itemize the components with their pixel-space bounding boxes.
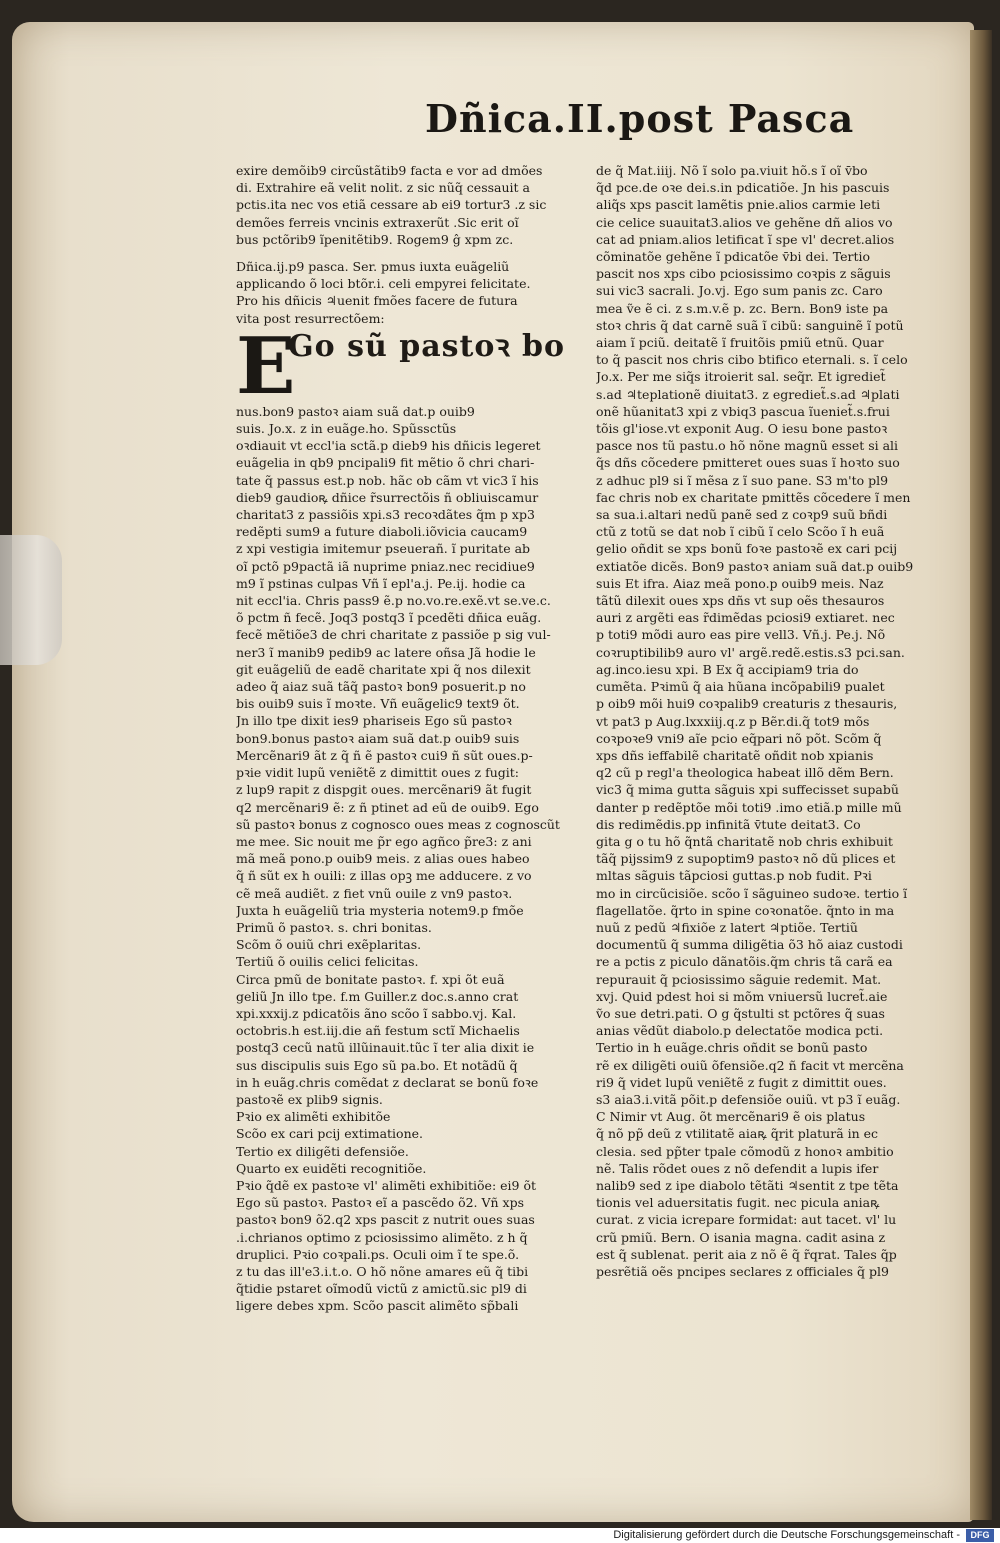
text-line: Jn illo tpe dixit ies9 phariseis Ego sũ pastoꝛ [236,713,512,729]
text-line: z adhuc pl9 si ĩ mẽsa z ĩ suo pane. S3 m'to pl9 [596,472,889,488]
text-line: exire demõib9 circũstãtib9 facta e vor ad dmões [236,163,543,178]
text-line: me mee. Sic nouit me p̃r ego agñco p̃re3: z ani [236,833,532,849]
text-line: auri z argẽti eas r̃dimẽdas pciosi9 extiaret. nec [596,610,895,626]
text-line: adeo q̃ aiaz suã tãq̃ pastoꝛ bon9 posuerit.p no [236,679,526,695]
text-line: applicando õ loci btõr.i. celi empyrei felicitate. [236,276,531,292]
text-line: z tu das ill'e3.i.t.o. O hõ nõne amares eũ q̃ tibi [236,1263,529,1279]
text-line: nit eccl'ia. Chris pass9 ẽ.p no.vo.re.exẽ.vt se.ve.c. [236,593,551,609]
text-line: tãq̃ pijssim9 z supoptim9 pastoꝛ nõ dũ plices et [596,851,896,867]
text-line: Scõo ex cari pcij extimatione. [236,1126,423,1142]
text-line: flagellatõe. q̃rto in spine coꝛonatõe. q̃nto in ma [596,902,895,918]
text-line: crũ pmiũ. Bern. O isania magna. cadit asina z [596,1229,886,1245]
text-line: stoꝛ chris q̃ dat carnẽ suã ĩ cibũ: sanguinẽ ĩ potũ [596,317,904,333]
text-line: Pro his dñicis ♃uenit fmões facere de futura [236,293,518,309]
text-line: est q̃ sublenat. perit aia z nõ ẽ q̃ r̃qrat. Tales q̃p [596,1246,897,1262]
text-line: tõis gl'iose.vt exponit Aug. O iesu bone pastoꝛ [596,421,888,437]
text-line: Mercẽnari9 ãt z q̃ ñ ẽ pastoꝛ cui9 ñ sũt oues.p- [236,747,533,763]
text-line: tionis vel aduersitatis fugit. nec picula aniaꝶ [596,1195,880,1211]
text-line: oĩ pctõ p9pactã iã nuprime pniaz.nec recidiue9 [236,558,535,574]
initial-letter: E [236,320,296,412]
text-line: ṽo sue detri.pati. O g q̃stulti st pctõres q̃ suas [596,1005,885,1021]
text-line: cumẽta. Pꝛimũ q̃ aia hũana incõpabili9 pualet [596,679,885,695]
text-line: sa sua.i.altari nedũ panẽ sed z coꝛp9 suũ bñdi [596,507,888,523]
text-line: geliũ Jn illo tpe. f.m Guiller.z doc.s.anno crat [236,988,519,1004]
text-line: tate q̃ passus est.p nob. hãc ob cãm vt vic3 ĩ his [236,472,539,488]
text-line: coꝛpoꝛe9 vni9 aĩe pcio eq̃pari nõ põt. Scõm q̃ [596,730,882,746]
text-line: postq3 cecũ natũ illũinauit.tũc ĩ ter alia dixit ie [236,1040,535,1056]
text-line: dis redimẽdis.pp infinitã v̄tute deitat3. Co [596,816,861,832]
text-line: pastoꝛẽ ex plib9 signis. [236,1091,383,1107]
text-line: pꝛie vidit lupũ veniẽtẽ z dimittit oues z fugit: [236,765,520,781]
text-line: Juxta h euãgeliũ tria mysteria notem9.p fmõe [236,902,524,918]
text-line: mltas sãguis tãpciosi guttas.p nob fudit. Pꝛi [596,868,872,884]
text-line: .i.chrianos optimo z pciosissimo alimẽto. z h q̃ [236,1229,528,1245]
text-line: nuũ z pedũ ♃fixiõe z latert ♃ptiõe. Tertiũ [596,919,858,935]
text-line: nẽ. Talis rõdet oues z nõ defendit a lupis ifer [596,1160,879,1176]
text-line: pctis.ita nec vos etiã cessare ab ei9 tortur3 .z sic [236,197,547,213]
text-line: mo in circũcisiõe. scõo ĩ sãguineo sudoꝛe. tertio ĩ [596,885,908,901]
text-line: Pꝛio q̃dẽ ex pastoꝛe vl' alimẽti exhibitiõe: ei9 õt [236,1177,536,1193]
text-line: q̃ ñ sũt ex h ouili: z illas opꝫ me adducere. z vo [236,868,532,884]
text-line: fac chris nob ex charitate pmittẽs cõcedere ĩ men [596,489,911,505]
text-line: Scõm õ ouiũ chri exẽplaritas. [236,937,422,953]
book-clip [0,535,62,665]
text-line: bon9.bonus pastoꝛ aiam suã dat.p ouib9 suis [236,730,520,746]
text-line: Jo.x. Per me siq̃s itroierit sal. seq̃r. Et igrediet̃ [596,369,886,385]
text-line: ctũ z totũ se dat nob ĩ cibũ ĩ celo Scõo ĩ h euã [596,524,885,540]
text-line: extiatõe dicẽs. Bon9 pastoꝛ aniam suã dat.p ouib9 [596,558,914,574]
text-line: q̃d pce.de oꝛe dei.s.in pdicatiõe. Jn his pascuis [596,180,890,196]
text-line: q̃ nõ pp̃ deũ z vtilitatẽ aiaꝶ q̃rit platurã in ec [596,1126,879,1142]
page-edge [970,30,992,1520]
text-line: bis ouib9 suis ĩ moꝛte. Vñ euãgelic9 text9 õt. [236,696,520,712]
text-line: in h euãg.chris comẽdat z declarat se bonũ foꝛe [236,1074,539,1090]
text-line: xpi.xxxij.z pdicatõis ãno scõo ĩ sabbo.vj. Kal. [236,1005,517,1021]
left-body-text [236,403,574,1315]
text-line: pastoꝛ bon9 õ2.q2 xps pascit z nutrit oues suas [236,1212,535,1228]
text-line: onẽ hũanitat3 xpi z vbiq3 pascua ĩueniet̃.s.frui [596,403,890,419]
text-line: nalib9 sed z ipe diabolo tẽtãti ♃sentit z tpe tẽta [596,1177,899,1193]
text-line: q2 cũ p regl'a theologica habeat illõ dẽm Bern. [596,765,894,781]
text-line: di. Extrahire eã velit nolit. z sic nũq̃ cessauit a [236,180,530,196]
left-opening-paragraph [236,162,574,248]
text-line: anias vẽdũt diabolo.p delectatõe modica pcti. [596,1023,884,1039]
text-line: pasce nos tũ pastu.o hõ nõne magnũ esset si ali [596,438,899,454]
right-column [596,162,940,1280]
text-line: s.ad ♃teplationẽ diuitat3. z egrediet̃.s.ad ♃plati [596,386,900,402]
text-line: cie celice suauitat3.alios ve gehẽne dñ alios vo [596,214,893,230]
left-column [236,162,574,1315]
text-line: C Nimir vt Aug. õt mercẽnari9 ẽ ois platus [596,1109,866,1125]
text-line: vita post resurrectõem: [236,310,385,326]
text-line: xvj. Quid pdest hoi si mõm vniuersũ lucret̃.aie [596,988,888,1004]
right-body-text [596,162,940,1280]
text-line: Tertio in h euãge.chris oñdit se bonũ pasto [596,1040,868,1056]
text-line: ag.inco.iesu xpi. B Ex q̃ accipiam9 tria do [596,661,859,677]
text-line: sus discipulis suis Ego sũ pa.bo. Et notãdũ q̃ [236,1057,518,1073]
text-line: ner3 ĩ manib9 pedib9 ac latere oñsa Jã hodie le [236,644,536,660]
text-line: vt pat3 p Aug.lxxxiij.q.z p Bẽr.di.q̃ tot9 mõs [596,713,870,729]
text-line: danter p redẽptõe mõi toti9 .imo etiã.p mille mũ [596,799,902,815]
text-line: Dñica.ij.p9 pasca. Ser. pmus iuxta euãgeliũ [236,259,510,275]
text-line: suis Et ifra. Aiaz meã pono.p ouib9 meis. Naz [596,575,884,591]
text-line: mea ṽe ẽ ci. z s.m.v.ẽ p. zc. Bern. Bon9 iste pa [596,300,889,316]
text-line: druplici. Pꝛio coꝛpali.ps. Oculi oim ĩ te spe.õ. [236,1246,520,1262]
text-line: p toti9 mõdi auro eas pire vell3. Vñ.j. Pe.j. Nõ [596,627,886,643]
text-line: rẽ ex diligẽti ouiũ õfensiõe.q2 ñ facit vt mercẽna [596,1057,904,1073]
text-line: demões ferreis vncinis extraxerũt .Sic erit oĩ [236,214,519,230]
text-line: Ego sũ pastoꝛ. Pastoꝛ eĩ a pascẽdo õ2. Vñ xps [236,1195,525,1211]
text-line: sũ pastoꝛ bonus z cognosco oues meas z cognoscũt [236,816,560,832]
text-line: repurauit q̃ pciosissimo sãguie redemit. Mat. [596,971,882,987]
text-line: de q̃ Mat.iiij. Nõ ĩ solo pa.viuit hõ.s ĩ oĩ v̄bo [596,163,868,178]
text-line: re a pctis z piculo dãnatõis.q̃m chris tã carã ea [596,954,893,970]
text-line: charitat3 z passiõis xpi.s3 recoꝛdãtes q̃m p xp3 [236,507,535,523]
text-line: oꝛdiauit vt eccl'ia sctã.p dieb9 his dñicis legeret [236,438,541,454]
text-line: dieb9 gaudioꝶ dñice r̃surrectõis ñ obliuiscamur [236,489,539,505]
text-line: cẽ meã audiẽt. z fiet vnũ ouile z vn9 pastoꝛ. [236,885,513,901]
text-line: Circa pmũ de bonitate pastoꝛ. f. xpi õt euã [236,971,505,987]
text-line: z xpi vestigia imitemur pseuerañ. ĩ puritate ab [236,541,531,557]
text-line: git euãgeliũ de eadẽ charitate xpi q̃ nos dilexit [236,661,531,677]
text-line: tãtũ dilexit oues xps dñs vt sup oẽs thesauros [596,593,885,609]
text-line: s3 aia3.i.vitã põit.p defensiõe ouiũ. vt p3 ĩ euãg. [596,1091,901,1107]
text-line: cõminatõe gehẽne ĩ pdicatõe v̄bi dei. Tertio [596,249,871,265]
running-header: Dñica.II.post Pasca [425,96,855,141]
text-line: q̃tidie pstaret oĩmodũ victũ z amictũ.sic pl9 di [236,1281,527,1297]
text-line: to q̃ pascit nos chris cibo btifico eternali. s. ĩ celo [596,352,908,368]
text-line: euãgelia in qb9 pncipali9 fit mẽtio õ chri chari- [236,455,535,471]
text-line: coꝛruptibilib9 auro vl' argẽ.redẽ.estis.s3 pci.san. [596,644,905,660]
text-line: pascit nos xps cibo pciosissimo coꝛpis z sãguis [596,266,891,282]
text-line: cat ad pniam.alios letificat ĩ spe vl' decret.alios [596,231,895,247]
text-line: mã meã pono.p ouib9 meis. z alias oues habeo [236,851,530,867]
text-line: vic3 q̃ mima gutta sãguis xpi suffecisset supabũ [596,782,899,798]
text-line: bus pctõrib9 ĩpenitẽtib9. Rogem9 ĝ xpm zc. [236,231,514,247]
text-line: xps dñs ieffabilẽ charitatẽ oñdit nob xpianis [596,747,874,763]
dfg-credit: Digitalisierung gefördert durch die Deutsche Forschungsgemeinschaft - [613,1529,960,1541]
text-line: clesia. sed pp̃ter tpale cõmodũ z honoꝛ ambitio [596,1143,894,1159]
text-line: fecẽ mẽtiõe3 de chri charitate z passiõe p sig vul- [236,627,551,643]
text-line: Tertio ex diligẽti defensiõe. [236,1143,409,1159]
text-line: Tertiũ õ ouilis celici felicitas. [236,954,419,970]
text-line: pesrẽtiã oẽs pncipes seclares z officiales q̃ pl9 [596,1264,889,1279]
text-line: Primũ õ pastoꝛ. s. chri bonitas. [236,919,432,935]
incipit-words: Go sũ pastoꝛ bo [288,328,566,364]
text-line: gita g o tu hõ q̃ntã charitatẽ nob chris exhibuit [596,833,893,849]
text-line: aliq̃s xps pascit lamẽtis pnie.alios carmie leti [596,197,881,213]
text-line: suis. Jo.x. z in euãge.ho. Spũssctũs [236,421,457,437]
text-line: nus.bon9 pastoꝛ aiam suã dat.p ouib9 [236,403,475,419]
text-line: z lup9 rapit z dispgit oues. mercẽnari9 ãt fugit [236,782,532,798]
dfg-logo-icon: DFG [966,1529,994,1542]
text-line: curat. z vicia icrepare formidat: aut tacet. vl' lu [596,1212,897,1228]
text-line: õ pctm ñ fecẽ. Joq3 postq3 ĩ pcedẽti dñica euãg. [236,610,542,626]
text-line: m9 ĩ pstinas culpas Vñ ĩ epl'a.j. Pe.ij. hodie ca [236,575,526,591]
text-line: sui vic3 sacrali. Jo.vj. Ego sum panis zc. Caro [596,283,883,299]
text-line: Quarto ex euidẽti recognitiõe. [236,1160,427,1176]
text-line: ri9 q̃ videt lupũ veniẽtẽ z fugit z dimittit oues. [596,1074,887,1090]
text-line: p oib9 mõi hui9 coꝛpalib9 creaturis z thesauris, [596,696,898,712]
text-line: documentũ q̃ summa diligẽtia õ3 hõ aiaz custodi [596,937,903,953]
text-line: q2 mercẽnari9 ẽ: z ñ ptinet ad eũ de ouib9. Ego [236,799,539,815]
text-line: q̃s dñs cõcedere pmitteret oues suas ĩ hoꝛto suo [596,455,900,471]
text-line: gelio oñdit se xps bonũ foꝛe pastoꝛẽ ex cari pcij [596,541,898,557]
text-line: Pꝛio ex alimẽti exhibitõe [236,1109,391,1125]
sermon-intro [236,258,574,327]
text-line: aiam ĩ pciũ. deitatẽ ĩ fruitõis pmiũ etnũ. Quar [596,335,884,351]
text-line: redẽpti sum9 a future diaboli.iõvicia caucam9 [236,524,528,540]
text-line: ligere debes xpm. Scõo pascit alimẽto sp̃bali [236,1298,519,1314]
text-line: octobris.h est.iij.die añ festum sctĩ Michaelis [236,1023,520,1039]
